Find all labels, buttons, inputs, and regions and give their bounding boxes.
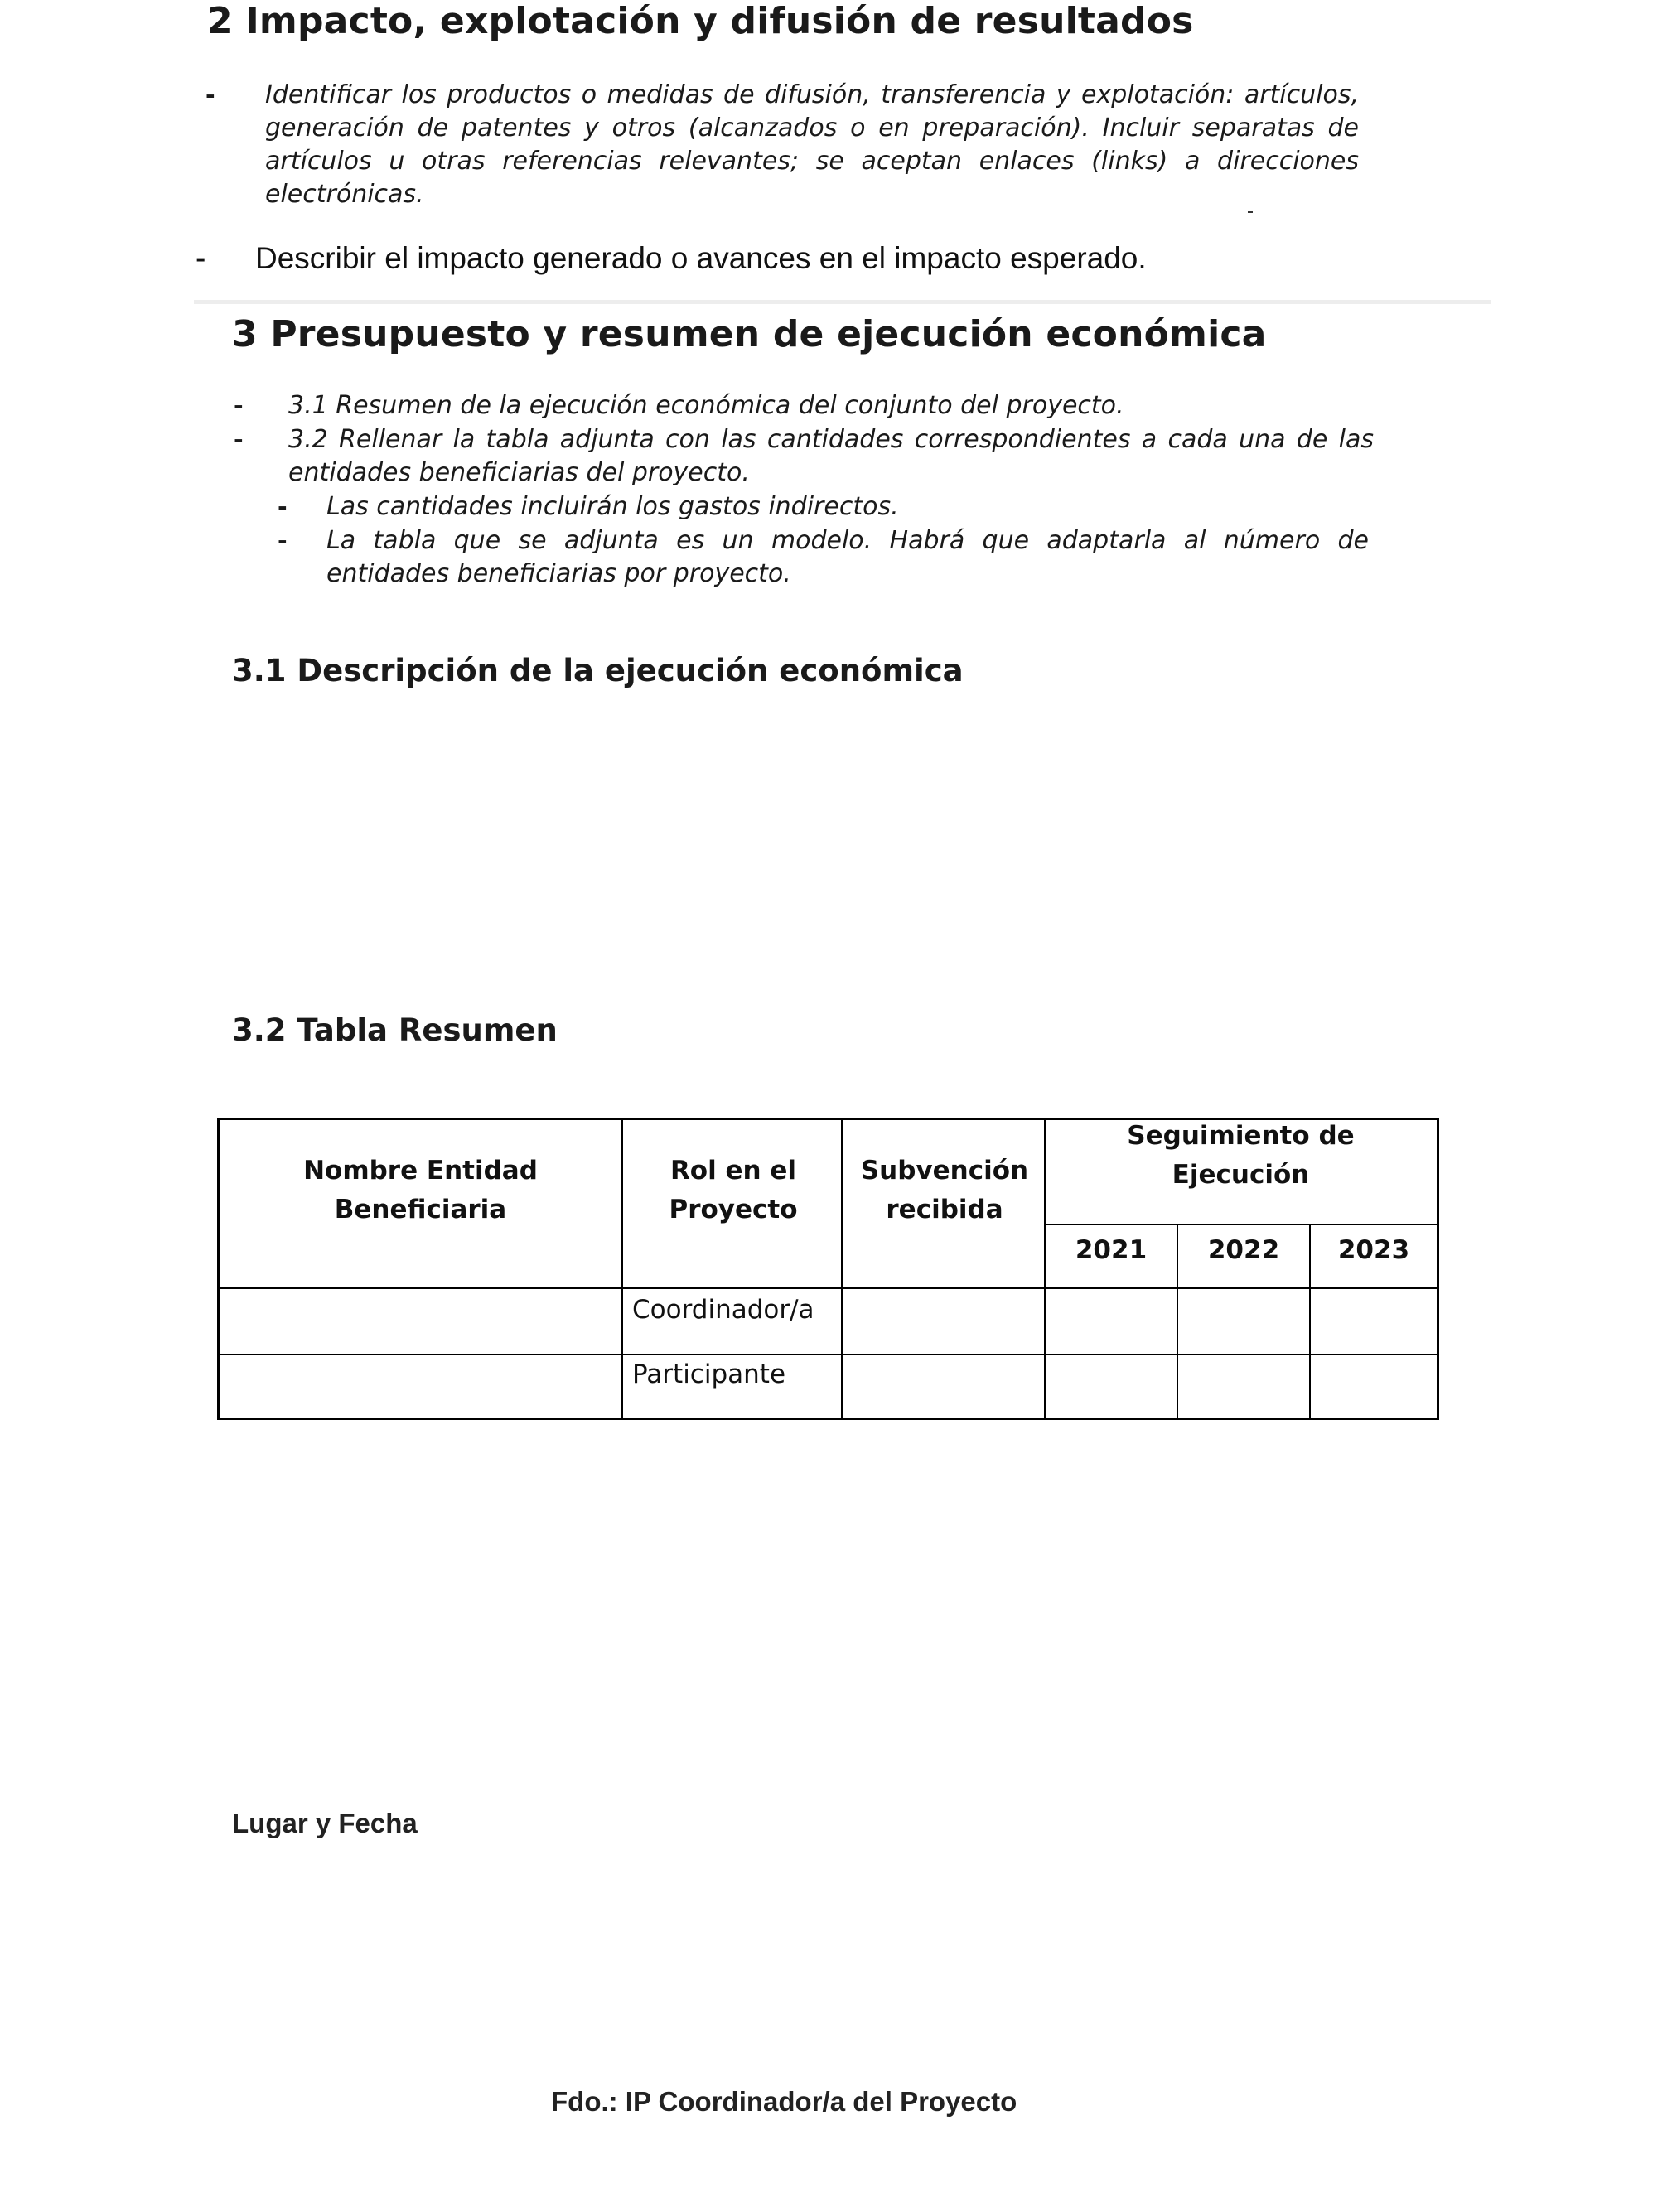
cell-2023-2[interactable] (1313, 1359, 1433, 1413)
table-grid-line (220, 1354, 1437, 1355)
bullet-dash: - (234, 426, 244, 453)
signature-label: Fdo.: IP Coordinador/a del Proyecto (551, 2086, 1017, 2117)
section-2-plain-bullet (196, 240, 1147, 277)
cell-role-1: Coordinador/a (632, 1295, 814, 1325)
cell-entity-2[interactable] (230, 1359, 611, 1413)
bullet-dash: - (278, 493, 288, 520)
section-3-heading: 3 Presupuesto y resumen de ejecución económica (232, 313, 1267, 355)
cell-role-2: Participante (632, 1360, 786, 1389)
place-date-label: Lugar y Fecha (232, 1808, 418, 1838)
cell-grant-2[interactable] (849, 1359, 1038, 1413)
cell-2023-1[interactable] (1313, 1292, 1433, 1350)
header-role: Rol en el Proyecto (669, 1156, 798, 1224)
header-tracking: Seguimiento de Ejecución (1127, 1121, 1355, 1190)
section-3-2-heading: 3.2 Tabla Resumen (232, 1012, 558, 1048)
bullet-text: 3.1 Resumen de la ejecución económica del conjunto del proyecto. (288, 391, 1124, 420)
bullet-text: Describir el impacto generado o avances en el impacto esperado. (255, 241, 1147, 275)
stray-mark (1248, 211, 1253, 213)
bullet-dash: - (278, 527, 288, 554)
table-grid-line (220, 1287, 1437, 1289)
section-3-bullet-2 (234, 423, 1394, 493)
cell-2022-2[interactable] (1181, 1359, 1305, 1413)
section-2-bullet (205, 79, 1365, 220)
header-entity: Nombre Entidad Beneficiaria (303, 1156, 538, 1224)
header-grant: Subvención recibida (860, 1156, 1029, 1224)
cell-2021-1[interactable] (1048, 1292, 1172, 1350)
cell-2021-2[interactable] (1048, 1359, 1172, 1413)
header-year-2021: 2021 (1075, 1235, 1148, 1265)
bullet-dash: - (196, 241, 206, 275)
bullet-dash: - (205, 81, 215, 109)
table-grid-line (841, 1120, 843, 1418)
section-3-bullet-1 (234, 389, 1394, 426)
bullet-dash: - (234, 392, 244, 419)
header-year-2022: 2022 (1207, 1235, 1280, 1265)
bullet-text: 3.2 Rellenar la tabla adjunta con las cantidades correspondientes a cada una de las entidades beneficiarias del proyecto. (288, 425, 1374, 487)
section-3-sub-bullet-2 (278, 524, 1396, 594)
summary-table (217, 1118, 1439, 1420)
section-2-heading: 2 Impacto, explotación y difusión de resultados (207, 0, 1194, 42)
header-year-2023: 2023 (1337, 1235, 1410, 1265)
divider (194, 300, 1491, 304)
cell-2022-1[interactable] (1181, 1292, 1305, 1350)
bullet-text: La tabla que se adjunta es un modelo. Habrá que adaptarla al número de entidades beneficiarias por proyecto. (326, 526, 1369, 588)
bullet-text: Identificar los productos o medidas de difusión, transferencia y explotación: artículos, generación de patentes y otros (alcanzados o en preparación). Incluir separatas de artículos u otras referencias relevantes; se aceptan enlaces (links) a direcciones electrónicas. (265, 80, 1359, 209)
table-grid-line (621, 1120, 623, 1418)
bullet-text: Las cantidades incluirán los gastos indirectos. (326, 492, 899, 521)
table-grid-line (1044, 1224, 1437, 1225)
cell-grant-1[interactable] (849, 1292, 1038, 1350)
section-3-1-heading: 3.1 Descripción de la ejecución económica (232, 653, 964, 688)
cell-entity-1[interactable] (230, 1292, 611, 1350)
section-3-sub-bullet-1 (278, 490, 1396, 527)
